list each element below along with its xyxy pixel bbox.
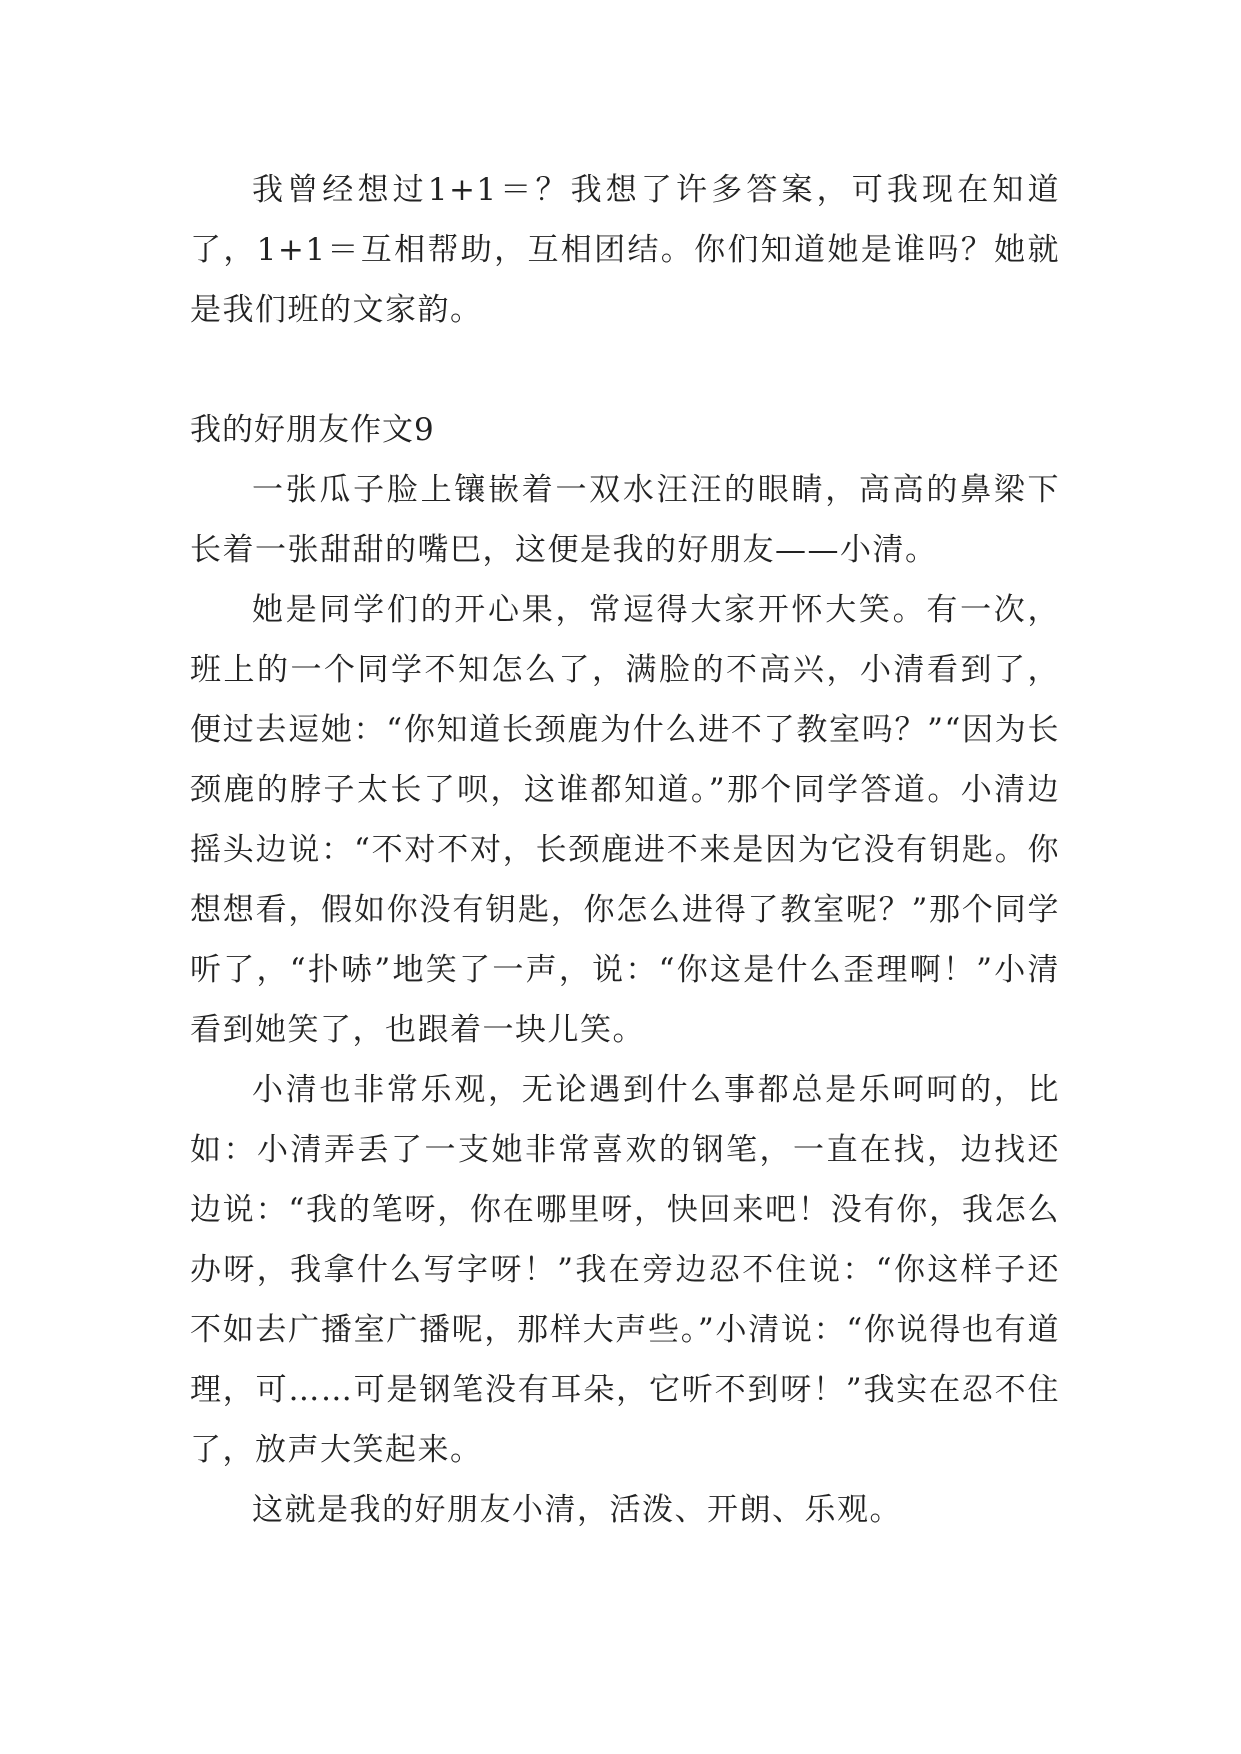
paragraph-2: 她是同学们的开心果，常逗得大家开怀大笑。有一次，班上的一个同学不知怎么了，满脸的不高兴，小清看到了，便过去逗她：“你知道长颈鹿为什么进不了教室吗？”“因为长颈鹿的脖子太长了呗，这谁都知道。”那个同学答道。小清边摇头边说：“不对不对，长颈鹿进不来是因为它没有钥匙。你想想看，假如你没有钥匙，你怎么进得了教室呢？”那个同学听了，“扑哧”地笑了一声，说：“你这是什么歪理啊！”小清看到她笑了，也跟着一块儿笑。 <box>190 592 1060 1048</box>
intro-paragraph: 我曾经想过1+1＝？我想了许多答案，可我现在知道了，1+1＝互相帮助，互相团结。你们知道她是谁吗？她就是我们班的文家韵。 <box>190 172 1060 328</box>
paragraph-4: 这就是我的好朋友小清，活泼、开朗、乐观。 <box>252 1492 902 1528</box>
document-body <box>190 160 1060 1540</box>
paragraph-3: 小清也非常乐观，无论遇到什么事都总是乐呵呵的，比如：小清弄丢了一支她非常喜欢的钢笔，一直在找，边找还边说：“我的笔呀，你在哪里呀，快回来吧！没有你，我怎么办呀，我拿什么写字呀！”我在旁边忍不住说：“你这样子还不如去广播室广播呢，那样大声些。”小清说：“你说得也有道理，可……可是钢笔没有耳朵，它听不到呀！”我实在忍不住了，放声大笑起来。 <box>190 1072 1060 1468</box>
paragraph-1: 一张瓜子脸上镶嵌着一双水汪汪的眼睛，高高的鼻梁下长着一张甜甜的嘴巴，这便是我的好朋友——小清。 <box>190 472 1060 568</box>
section-title: 我的好朋友作文9 <box>190 412 435 448</box>
